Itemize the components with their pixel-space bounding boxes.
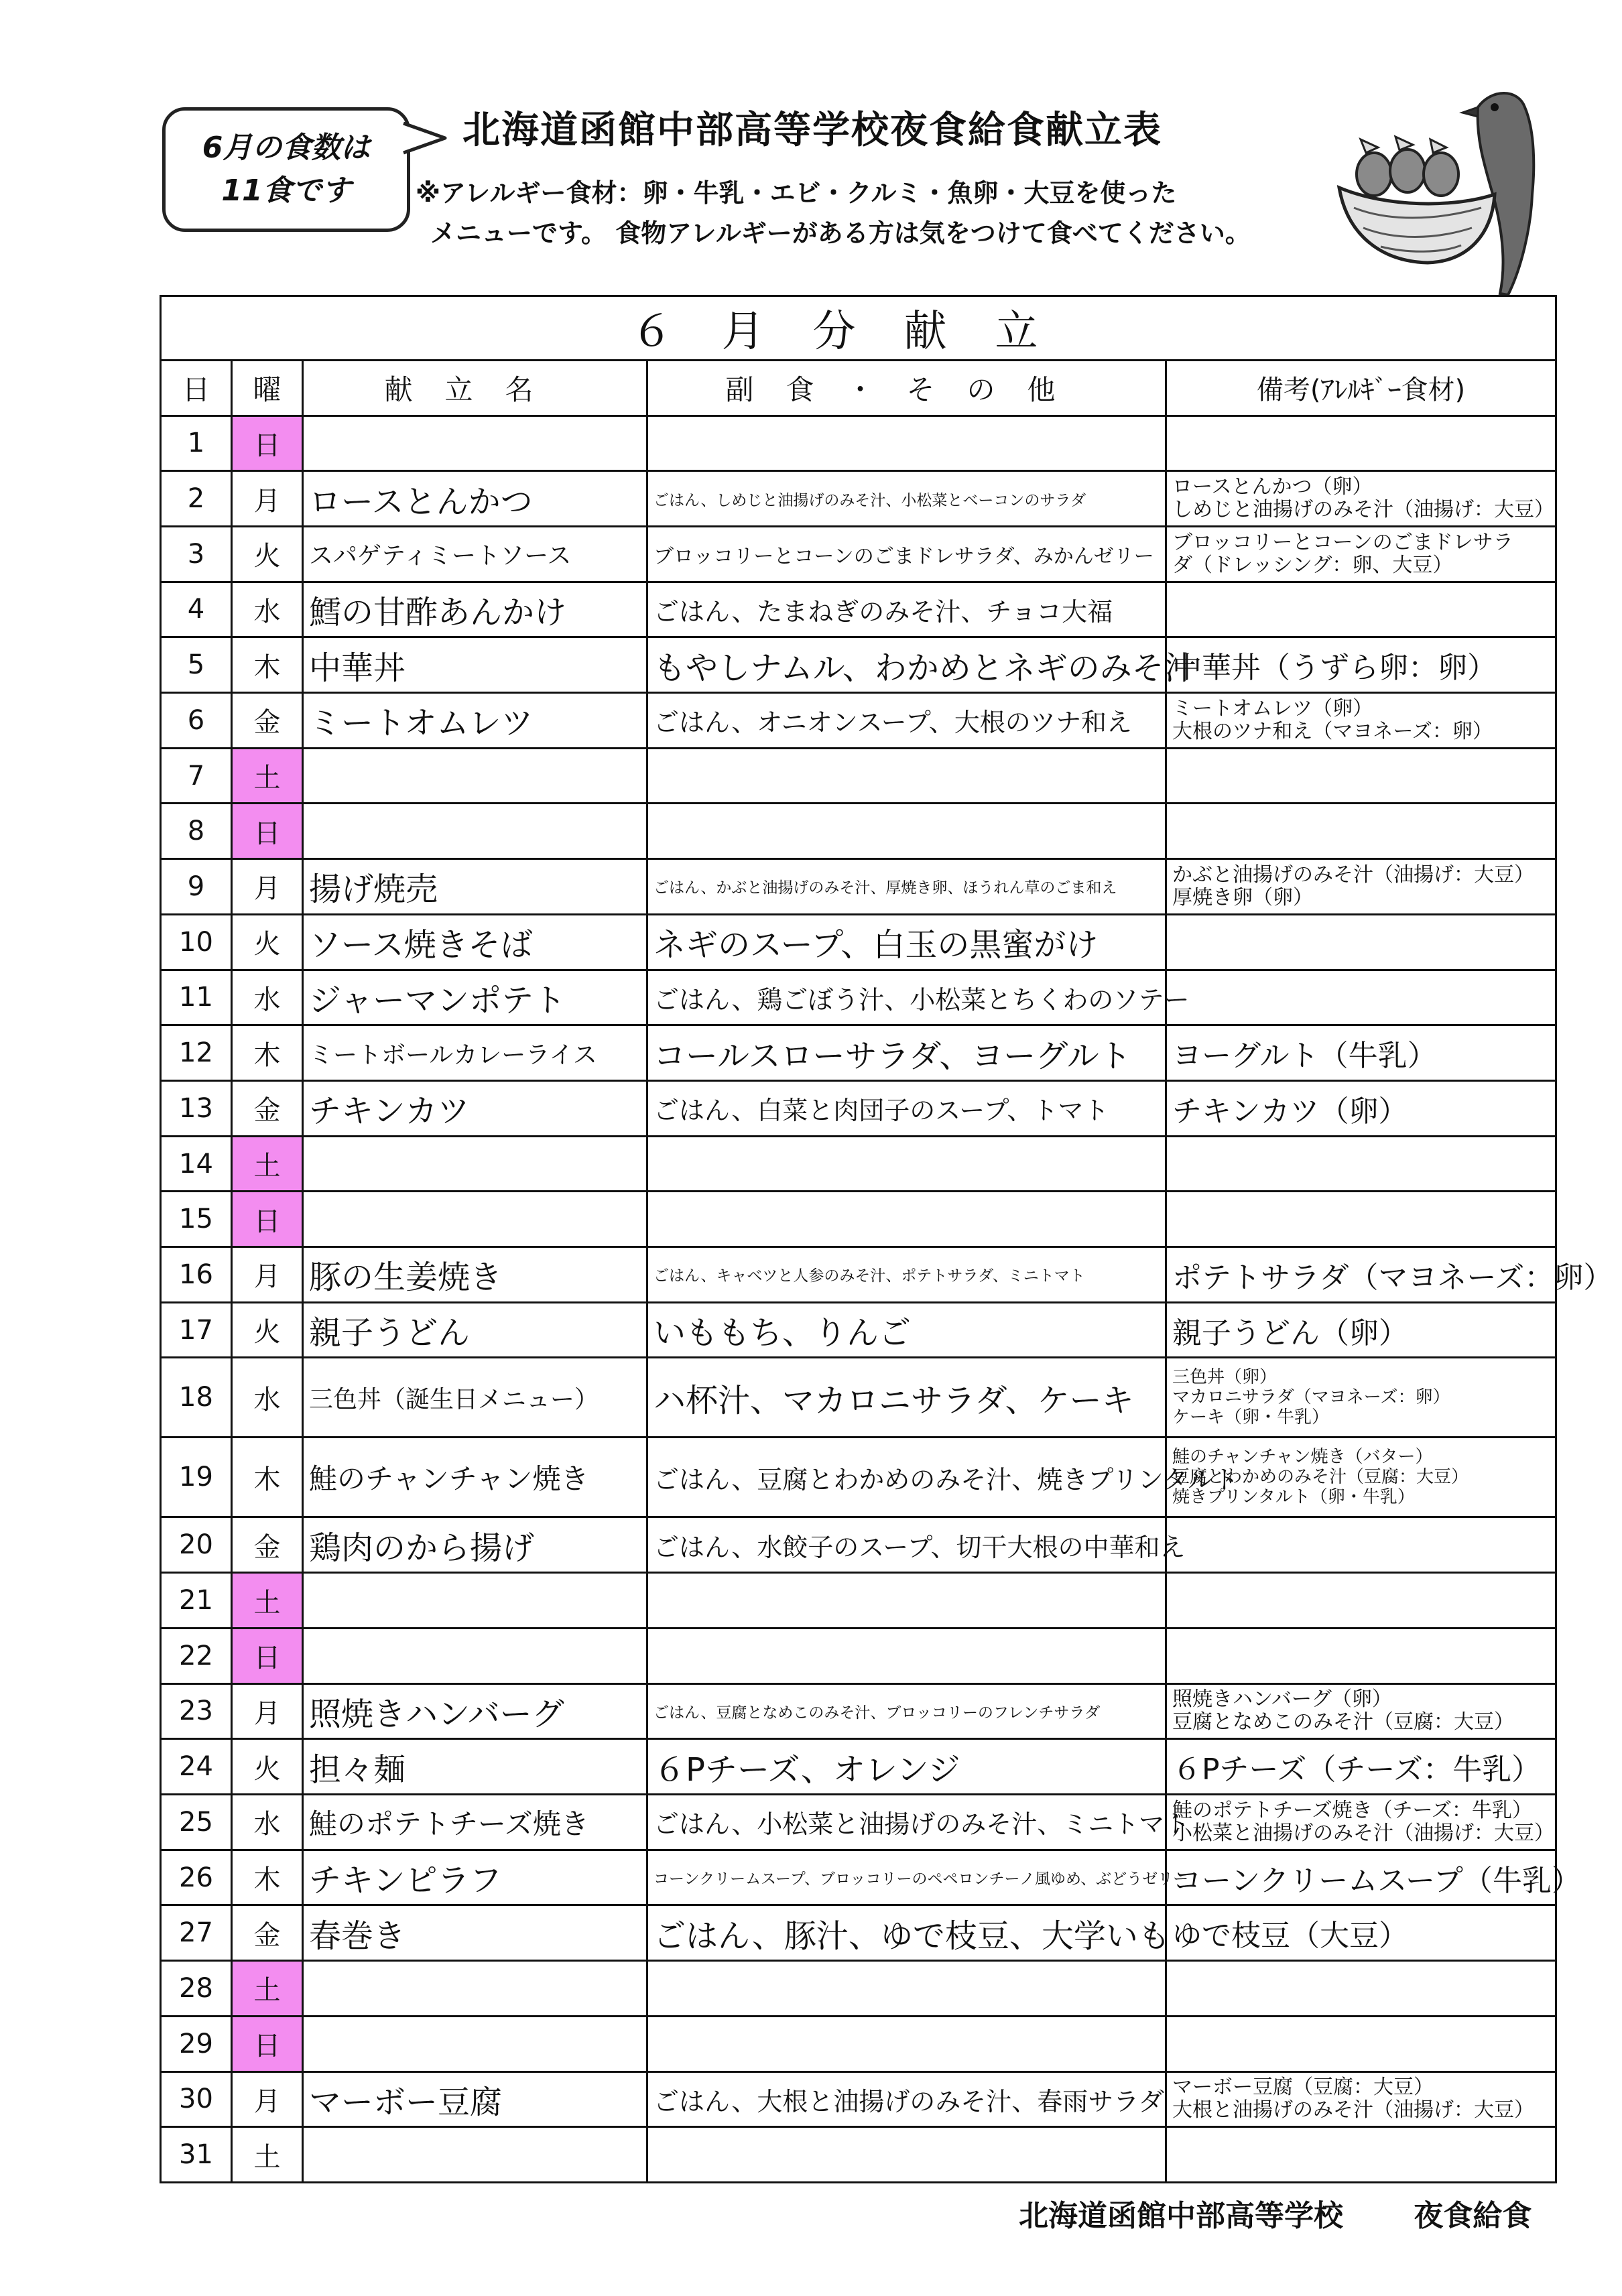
side-dish-cell: ブロッコリーとコーンのごまドレサラダ、みかんゼリー	[647, 526, 1166, 582]
side-dish-cell	[647, 1136, 1166, 1192]
weekday-cell: 土	[232, 2127, 303, 2183]
day-cell: 1	[161, 416, 232, 471]
day-cell: 3	[161, 526, 232, 582]
main-dish-cell	[303, 1961, 647, 2017]
header-row	[161, 360, 1556, 416]
table-row	[161, 1739, 1556, 1795]
allergy-notice	[416, 173, 1251, 253]
side-dish-cell: ハ杯汁、マカロニサラダ、ケーキ	[647, 1358, 1166, 1438]
notes-line: 焼きプリンタルト（卵・牛乳）	[1172, 1487, 1415, 1508]
notes-line: 親子うどん（卵）	[1172, 1316, 1408, 1350]
side-dish-cell: もやしナムル、わかめとネギのみそ汁	[647, 637, 1166, 693]
day-cell: 5	[161, 637, 232, 693]
notes-cell	[1166, 1438, 1556, 1517]
main-dish-cell: 鮭のチャンチャン焼き	[303, 1438, 647, 1517]
weekday-cell: 土	[232, 1573, 303, 1629]
side-dish-cell: ６Pチーズ、オレンジ	[647, 1739, 1166, 1795]
side-dish-cell: コールスローサラダ、ヨーグルト	[647, 1025, 1166, 1081]
weekday-cell: 木	[232, 1438, 303, 1517]
table-row	[161, 1628, 1556, 1683]
side-dish-cell	[647, 416, 1166, 471]
notes-cell	[1166, 1739, 1556, 1795]
notes-cell	[1166, 1683, 1556, 1739]
main-dish-cell: 照焼きハンバーグ	[303, 1683, 647, 1739]
footer-school: 北海道函館中部高等学校	[1019, 2199, 1343, 2233]
table-row	[161, 1025, 1556, 1081]
notes-cell	[1166, 1358, 1556, 1438]
notes-cell	[1166, 1628, 1556, 1683]
meal-count-line1: 6月の食数は	[202, 131, 371, 165]
table-row	[161, 1302, 1556, 1358]
main-dish-cell: ソース焼きそば	[303, 914, 647, 970]
weekday-cell: 土	[232, 1961, 303, 2017]
day-cell: 6	[161, 693, 232, 749]
notes-cell	[1166, 1850, 1581, 1905]
side-dish-cell: ネギのスープ、白玉の黒蜜がけ	[647, 914, 1166, 970]
header-notes: 備考(ｱﾚﾙｷﾞｰ食材)	[1166, 360, 1556, 416]
notes-cell	[1166, 1517, 1556, 1573]
day-cell: 31	[161, 2127, 232, 2183]
notes-cell	[1166, 637, 1556, 693]
weekday-cell: 火	[232, 1739, 303, 1795]
table-row	[161, 2127, 1556, 2183]
notes-line: ケーキ（卵・牛乳）	[1172, 1407, 1330, 1428]
day-cell: 25	[161, 1794, 232, 1850]
page-title: 北海道函館中部高等学校夜食給食献立表	[462, 109, 1162, 152]
main-dish-cell: 中華丼	[303, 637, 647, 693]
notes-line: ロースとんかつ（卵）	[1172, 475, 1373, 499]
weekday-cell: 水	[232, 1794, 303, 1850]
notes-cell	[1166, 1080, 1556, 1136]
weekday-cell: 金	[232, 1905, 303, 1961]
day-cell: 7	[161, 748, 232, 804]
notes-line: ミートオムレツ（卵）	[1172, 696, 1373, 720]
table-row	[161, 1358, 1556, 1438]
header-side-dish: 副食・その他	[647, 360, 1166, 416]
notes-cell	[1166, 1247, 1613, 1303]
main-dish-cell: 親子うどん	[303, 1302, 647, 1358]
weekday-cell: 月	[232, 2071, 303, 2127]
main-dish-cell: 春巻き	[303, 1905, 647, 1961]
weekday-cell: 金	[232, 693, 303, 749]
footer	[1019, 2191, 1532, 2234]
notes-line: ブロッコリーとコーンのごまドレサラ	[1172, 530, 1513, 554]
day-cell: 9	[161, 859, 232, 915]
main-dish-cell: ロースとんかつ	[303, 471, 647, 527]
table-row	[161, 970, 1556, 1025]
notes-line: 小松菜と油揚げのみそ汁（油揚げ：大豆）	[1172, 1821, 1554, 1845]
notes-cell	[1166, 2016, 1556, 2071]
weekday-cell: 土	[232, 748, 303, 804]
notes-line: コーンクリームスープ（牛乳）	[1172, 1863, 1581, 1898]
side-dish-cell	[647, 804, 1166, 859]
notes-line: 鮭のチャンチャン焼き（バター）	[1172, 1447, 1433, 1468]
day-cell: 16	[161, 1247, 232, 1303]
table-row	[161, 582, 1556, 637]
side-dish-cell: ごはん、鶏ごぼう汁、小松菜とちくわのソテー	[647, 970, 1166, 1025]
notes-line: ヨーグルト（牛乳）	[1172, 1039, 1437, 1074]
table-row	[161, 1794, 1556, 1850]
day-cell: 13	[161, 1080, 232, 1136]
main-dish-cell: ミートオムレツ	[303, 693, 647, 749]
main-dish-cell	[303, 2127, 647, 2183]
table-row	[161, 1850, 1556, 1905]
weekday-cell: 日	[232, 416, 303, 471]
notes-line: 三色丼（卵）	[1172, 1367, 1277, 1388]
notes-line: 厚焼き卵（卵）	[1172, 885, 1313, 909]
side-dish-cell: ごはん、水餃子のスープ、切干大根の中華和え	[647, 1517, 1166, 1573]
table-row	[161, 1192, 1556, 1247]
side-dish-cell: ごはん、しめじと油揚げのみそ汁、小松菜とベーコンのサラダ	[647, 471, 1166, 527]
table-row	[161, 859, 1556, 915]
day-cell: 24	[161, 1739, 232, 1795]
day-cell: 19	[161, 1438, 232, 1517]
notes-cell	[1166, 748, 1556, 804]
weekday-cell: 火	[232, 526, 303, 582]
weekday-cell: 金	[232, 1517, 303, 1573]
side-dish-cell: ごはん、小松菜と油揚げのみそ汁、ミニトマト	[647, 1794, 1166, 1850]
notes-line: ６Pチーズ（チーズ：牛乳）	[1172, 1752, 1542, 1787]
day-cell: 18	[161, 1358, 232, 1438]
day-cell: 10	[161, 914, 232, 970]
main-dish-cell	[303, 748, 647, 804]
main-dish-cell: 豚の生姜焼き	[303, 1247, 647, 1303]
side-dish-cell	[647, 1192, 1166, 1247]
table-row	[161, 1961, 1556, 2017]
menu-table	[160, 295, 1613, 2183]
weekday-cell: 水	[232, 1358, 303, 1438]
side-dish-cell: ごはん、白菜と肉団子のスープ、トマト	[647, 1080, 1166, 1136]
notes-line: 豆腐となめこのみそ汁（豆腐：大豆）	[1172, 1710, 1514, 1734]
day-cell: 27	[161, 1905, 232, 1961]
side-dish-cell	[647, 2127, 1166, 2183]
side-dish-cell: ごはん、たまねぎのみそ汁、チョコ大福	[647, 582, 1166, 637]
table-row	[161, 416, 1556, 471]
main-dish-cell	[303, 804, 647, 859]
main-dish-cell	[303, 1192, 647, 1247]
notes-line: ポテトサラダ（マヨネーズ：卵）	[1172, 1260, 1613, 1295]
table-row	[161, 748, 1556, 804]
table-row	[161, 1247, 1556, 1303]
weekday-cell: 月	[232, 471, 303, 527]
weekday-cell: 月	[232, 1683, 303, 1739]
weekday-cell: 日	[232, 1192, 303, 1247]
weekday-cell: 日	[232, 1628, 303, 1683]
day-cell: 4	[161, 582, 232, 637]
table-row	[161, 1080, 1556, 1136]
notes-cell	[1166, 2127, 1556, 2183]
main-dish-cell: マーボー豆腐	[303, 2071, 647, 2127]
side-dish-cell: ごはん、大根と油揚げのみそ汁、春雨サラダ	[647, 2071, 1166, 2127]
main-dish-cell: ミートボールカレーライス	[303, 1025, 647, 1081]
notes-line: しめじと油揚げのみそ汁（油揚げ：大豆）	[1172, 498, 1554, 522]
table-row	[161, 1905, 1556, 1961]
weekday-cell: 火	[232, 1302, 303, 1358]
notes-cell	[1166, 1905, 1556, 1961]
weekday-cell: 月	[232, 859, 303, 915]
side-dish-cell: ごはん、オニオンスープ、大根のツナ和え	[647, 693, 1166, 749]
day-cell: 8	[161, 804, 232, 859]
allergy-notice-line1: ※アレルギー食材：卵・牛乳・エビ・クルミ・魚卵・大豆を使った	[416, 178, 1177, 208]
table-caption: ６月分献立	[161, 296, 1556, 361]
main-dish-cell	[303, 2016, 647, 2071]
notes-cell	[1166, 859, 1556, 915]
weekday-cell: 金	[232, 1080, 303, 1136]
notes-line: かぶと油揚げのみそ汁（油揚げ：大豆）	[1172, 863, 1534, 887]
table-row	[161, 2016, 1556, 2071]
day-cell: 12	[161, 1025, 232, 1081]
main-dish-cell	[303, 1628, 647, 1683]
day-cell: 26	[161, 1850, 232, 1905]
day-cell: 21	[161, 1573, 232, 1629]
footer-label: 夜食給食	[1414, 2199, 1532, 2233]
table-row	[161, 1573, 1556, 1629]
weekday-cell: 月	[232, 1247, 303, 1303]
table-row	[161, 637, 1556, 693]
main-dish-cell: ジャーマンポテト	[303, 970, 647, 1025]
notes-cell	[1166, 1192, 1556, 1247]
day-cell: 14	[161, 1136, 232, 1192]
day-cell: 29	[161, 2016, 232, 2071]
table-row	[161, 804, 1556, 859]
notes-line: 鮭のポテトチーズ焼き（チーズ：牛乳）	[1172, 1798, 1532, 1822]
notes-line: チキンカツ（卵）	[1172, 1094, 1408, 1129]
table-row	[161, 1517, 1556, 1573]
notes-cell	[1166, 1961, 1556, 2017]
table-row	[161, 2071, 1556, 2127]
allergy-notice-line2: メニューです。 食物アレルギーがある方は気をつけて食べてください。	[430, 218, 1251, 248]
notes-cell	[1166, 1025, 1556, 1081]
main-dish-cell: 鶏肉のから揚げ	[303, 1517, 647, 1573]
side-dish-cell: ごはん、豆腐となめこのみそ汁、ブロッコリーのフレンチサラダ	[647, 1683, 1166, 1739]
side-dish-cell: ごはん、かぶと油揚げのみそ汁、厚焼き卵、ほうれん草のごま和え	[647, 859, 1166, 915]
notes-line: 照焼きハンバーグ（卵）	[1172, 1687, 1392, 1712]
weekday-cell: 火	[232, 914, 303, 970]
side-dish-cell	[647, 1573, 1166, 1629]
weekday-cell: 水	[232, 970, 303, 1025]
main-dish-cell	[303, 416, 647, 471]
notes-cell	[1166, 1136, 1556, 1192]
weekday-cell: 水	[232, 582, 303, 637]
side-dish-cell: コーンクリームスープ、ブロッコリーのペペロンチーノ風ゆめ、ぶどうゼリー	[647, 1850, 1166, 1905]
main-dish-cell: 鮭のポテトチーズ焼き	[303, 1794, 647, 1850]
notes-line: 豆腐とわかめのみそ汁（豆腐：大豆）	[1172, 1467, 1469, 1488]
side-dish-cell	[647, 1961, 1166, 2017]
weekday-cell: 日	[232, 2016, 303, 2071]
notes-cell	[1166, 416, 1556, 471]
weekday-cell: 日	[232, 804, 303, 859]
notes-line: ダ（ドレッシング：卵、大豆）	[1172, 553, 1453, 577]
notes-line: マーボー豆腐（豆腐：大豆）	[1172, 2076, 1434, 2100]
main-dish-cell: 揚げ焼売	[303, 859, 647, 915]
notes-cell	[1166, 1794, 1556, 1850]
main-dish-cell: スパゲティミートソース	[303, 526, 647, 582]
weekday-cell: 木	[232, 637, 303, 693]
notes-cell	[1166, 1573, 1556, 1629]
notes-cell	[1166, 526, 1556, 582]
notes-cell	[1166, 471, 1556, 527]
day-cell: 23	[161, 1683, 232, 1739]
table-row	[161, 1438, 1556, 1517]
day-cell: 17	[161, 1302, 232, 1358]
notes-line: 大根と油揚げのみそ汁（油揚げ：大豆）	[1172, 2098, 1534, 2122]
speech-bubble-icon	[402, 118, 456, 158]
header-weekday: 曜	[232, 360, 303, 416]
notes-cell	[1166, 804, 1556, 859]
main-dish-cell: 鱈の甘酢あんかけ	[303, 582, 647, 637]
weekday-cell: 木	[232, 1850, 303, 1905]
table-row	[161, 1683, 1556, 1739]
table-row	[161, 1136, 1556, 1192]
side-dish-cell: いももち、りんご	[647, 1302, 1166, 1358]
notes-cell	[1166, 582, 1556, 637]
notes-line: マカロニサラダ（マヨネーズ：卵）	[1172, 1387, 1450, 1408]
main-dish-cell: 担々麺	[303, 1739, 647, 1795]
day-cell: 15	[161, 1192, 232, 1247]
main-dish-cell: 三色丼（誕生日メニュー）	[303, 1358, 647, 1438]
main-dish-cell	[303, 1573, 647, 1629]
side-dish-cell	[647, 2016, 1166, 2071]
table-row	[161, 471, 1556, 527]
main-dish-cell	[303, 1136, 647, 1192]
meal-count-line2: 11食です	[221, 174, 351, 208]
table-row	[161, 693, 1556, 749]
table-row	[161, 914, 1556, 970]
menu-rows	[161, 416, 1613, 2182]
day-cell: 22	[161, 1628, 232, 1683]
weekday-cell: 木	[232, 1025, 303, 1081]
side-dish-cell	[647, 748, 1166, 804]
meal-count-bubble	[162, 107, 410, 232]
bird-nest-icon	[1334, 80, 1555, 302]
notes-cell	[1166, 1302, 1556, 1358]
side-dish-cell: ごはん、豆腐とわかめのみそ汁、焼きプリンタルト	[647, 1438, 1166, 1517]
day-cell: 20	[161, 1517, 232, 1573]
notes-cell	[1166, 970, 1556, 1025]
notes-line: ゆで枝豆（大豆）	[1172, 1919, 1408, 1954]
day-cell: 11	[161, 970, 232, 1025]
header-day: 日	[161, 360, 232, 416]
main-dish-cell: チキンピラフ	[303, 1850, 647, 1905]
notes-line: 中華丼（うずら卵：卵）	[1172, 651, 1497, 686]
day-cell: 2	[161, 471, 232, 527]
day-cell: 28	[161, 1961, 232, 2017]
day-cell: 30	[161, 2071, 232, 2127]
notes-cell	[1166, 693, 1556, 749]
notes-cell	[1166, 914, 1556, 970]
side-dish-cell	[647, 1628, 1166, 1683]
weekday-cell: 土	[232, 1136, 303, 1192]
notes-cell	[1166, 2071, 1556, 2127]
header-main-dish: 献立名	[303, 360, 647, 416]
main-dish-cell: チキンカツ	[303, 1080, 647, 1136]
notes-line: 大根のツナ和え（マヨネーズ：卵）	[1172, 719, 1493, 743]
side-dish-cell: ごはん、豚汁、ゆで枝豆、大学いも	[647, 1905, 1166, 1961]
table-row	[161, 526, 1556, 582]
side-dish-cell: ごはん、キャベツと人参のみそ汁、ポテトサラダ、ミニトマト	[647, 1247, 1166, 1303]
